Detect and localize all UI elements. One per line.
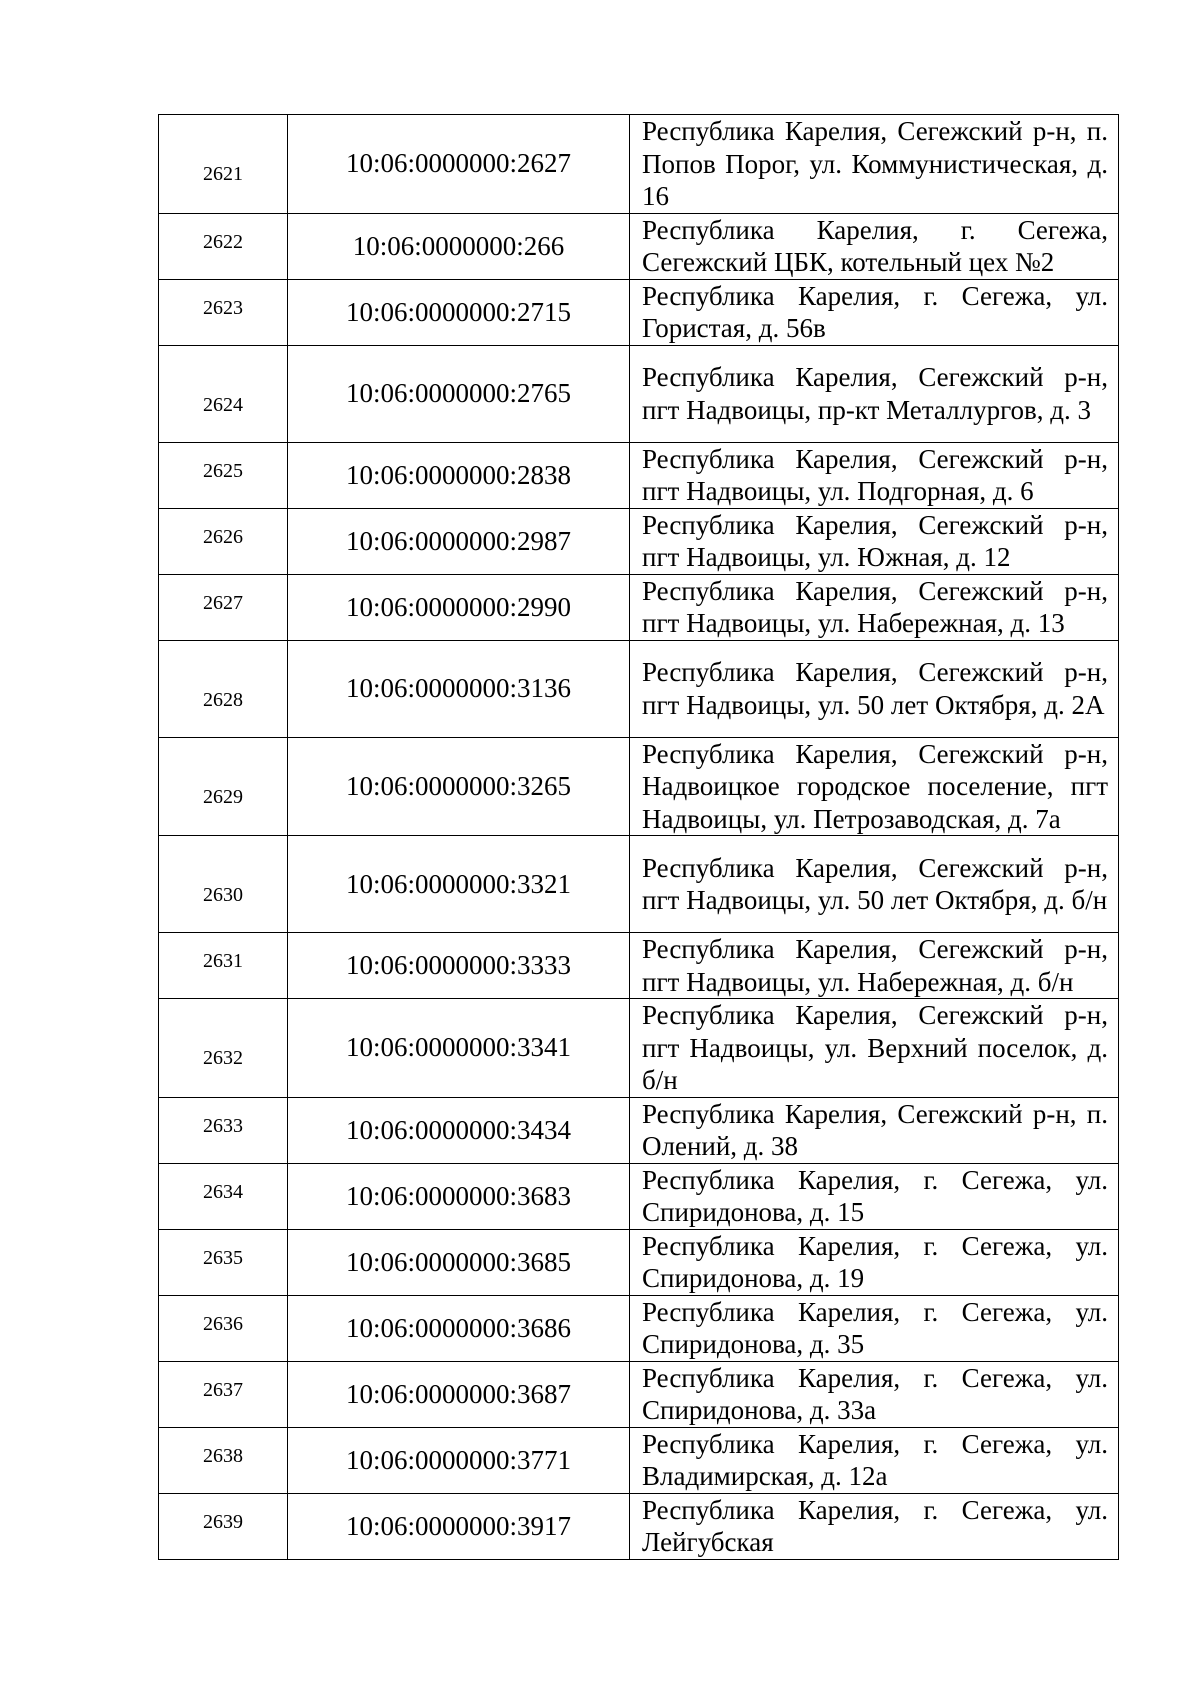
cadastral-number-cell: 10:06:0000000:3917	[288, 1493, 630, 1559]
row-number-cell: 2622	[159, 213, 288, 279]
address-cell: Республика Карелия, Сегежский р-н, пгт Надвоицы, ул. 50 лет Октября, д. б/н	[630, 836, 1119, 933]
table-row	[159, 933, 1119, 999]
address-cell: Республика Карелия, г. Сегежа, ул. Спиридонова, д. 33а	[630, 1361, 1119, 1427]
row-number-cell: 2637	[159, 1361, 288, 1427]
table-row	[159, 279, 1119, 345]
row-number-cell: 2635	[159, 1229, 288, 1295]
cadastral-number-cell: 10:06:0000000:3136	[288, 640, 630, 737]
row-number-cell: 2624	[159, 345, 288, 442]
table-row	[159, 737, 1119, 836]
cadastral-number-cell: 10:06:0000000:2765	[288, 345, 630, 442]
address-cell: Республика Карелия, Сегежский р-н, пгт Надвоицы, ул. Верхний поселок, д. б/н	[630, 999, 1119, 1098]
address-cell: Республика Карелия, г. Сегежа, ул. Гористая, д. 56в	[630, 279, 1119, 345]
table-row	[159, 442, 1119, 508]
table-row	[159, 1427, 1119, 1493]
address-cell: Республика Карелия, Сегежский р-н, п. Олений, д. 38	[630, 1097, 1119, 1163]
cadastral-number-cell: 10:06:0000000:3687	[288, 1361, 630, 1427]
row-number-cell: 2623	[159, 279, 288, 345]
cadastral-number-cell: 10:06:0000000:3321	[288, 836, 630, 933]
address-cell: Республика Карелия, Сегежский р-н, п. Попов Порог, ул. Коммунистическая, д. 16	[630, 115, 1119, 214]
address-cell: Республика Карелия, Сегежский р-н, пгт Надвоицы, пр-кт Металлургов, д. 3	[630, 345, 1119, 442]
address-cell: Республика Карелия, Сегежский р-н, Надвоицкое городское поселение, пгт Надвоицы, ул. Петрозаводская, д. 7а	[630, 737, 1119, 836]
row-number-cell: 2630	[159, 836, 288, 933]
row-number-cell: 2632	[159, 999, 288, 1098]
table-row	[159, 1295, 1119, 1361]
row-number-cell: 2627	[159, 574, 288, 640]
row-number-cell: 2636	[159, 1295, 288, 1361]
row-number-cell: 2628	[159, 640, 288, 737]
address-cell: Республика Карелия, г. Сегежа, ул. Спиридонова, д. 19	[630, 1229, 1119, 1295]
table-row	[159, 999, 1119, 1098]
table-row	[159, 213, 1119, 279]
property-table-body	[159, 115, 1119, 1560]
cadastral-number-cell: 10:06:0000000:3685	[288, 1229, 630, 1295]
cadastral-number-cell: 10:06:0000000:3265	[288, 737, 630, 836]
table-row	[159, 574, 1119, 640]
cadastral-number-cell: 10:06:0000000:3771	[288, 1427, 630, 1493]
cadastral-number-cell: 10:06:0000000:2627	[288, 115, 630, 214]
row-number-cell: 2625	[159, 442, 288, 508]
table-row	[159, 345, 1119, 442]
table-row	[159, 1229, 1119, 1295]
address-cell: Республика Карелия, г. Сегежа, ул. Спиридонова, д. 35	[630, 1295, 1119, 1361]
table-row	[159, 115, 1119, 214]
row-number-cell: 2629	[159, 737, 288, 836]
cadastral-number-cell: 10:06:0000000:2838	[288, 442, 630, 508]
table-row	[159, 508, 1119, 574]
address-cell: Республика Карелия, Сегежский р-н, пгт Надвоицы, ул. Южная, д. 12	[630, 508, 1119, 574]
address-cell: Республика Карелия, г. Сегежа, Сегежский ЦБК, котельный цех №2	[630, 213, 1119, 279]
cadastral-number-cell: 10:06:0000000:3341	[288, 999, 630, 1098]
row-number-cell: 2633	[159, 1097, 288, 1163]
property-table	[158, 114, 1119, 1560]
table-row	[159, 1361, 1119, 1427]
row-number-cell: 2631	[159, 933, 288, 999]
cadastral-number-cell: 10:06:0000000:3686	[288, 1295, 630, 1361]
cadastral-number-cell: 10:06:0000000:3333	[288, 933, 630, 999]
address-cell: Республика Карелия, г. Сегежа, ул. Владимирская, д. 12а	[630, 1427, 1119, 1493]
row-number-cell: 2621	[159, 115, 288, 214]
table-row	[159, 836, 1119, 933]
table-row	[159, 1163, 1119, 1229]
address-cell: Республика Карелия, Сегежский р-н, пгт Надвоицы, ул. Набережная, д. 13	[630, 574, 1119, 640]
address-cell: Республика Карелия, Сегежский р-н, пгт Надвоицы, ул. 50 лет Октября, д. 2А	[630, 640, 1119, 737]
address-cell: Республика Карелия, г. Сегежа, ул. Лейгубская	[630, 1493, 1119, 1559]
row-number-cell: 2626	[159, 508, 288, 574]
address-cell: Республика Карелия, Сегежский р-н, пгт Надвоицы, ул. Набережная, д. б/н	[630, 933, 1119, 999]
row-number-cell: 2634	[159, 1163, 288, 1229]
row-number-cell: 2639	[159, 1493, 288, 1559]
table-row	[159, 1097, 1119, 1163]
table-row	[159, 640, 1119, 737]
cadastral-number-cell: 10:06:0000000:3683	[288, 1163, 630, 1229]
row-number-cell: 2638	[159, 1427, 288, 1493]
address-cell: Республика Карелия, г. Сегежа, ул. Спиридонова, д. 15	[630, 1163, 1119, 1229]
cadastral-number-cell: 10:06:0000000:266	[288, 213, 630, 279]
cadastral-number-cell: 10:06:0000000:2715	[288, 279, 630, 345]
address-cell: Республика Карелия, Сегежский р-н, пгт Надвоицы, ул. Подгорная, д. 6	[630, 442, 1119, 508]
cadastral-number-cell: 10:06:0000000:3434	[288, 1097, 630, 1163]
cadastral-number-cell: 10:06:0000000:2987	[288, 508, 630, 574]
cadastral-number-cell: 10:06:0000000:2990	[288, 574, 630, 640]
table-row	[159, 1493, 1119, 1559]
